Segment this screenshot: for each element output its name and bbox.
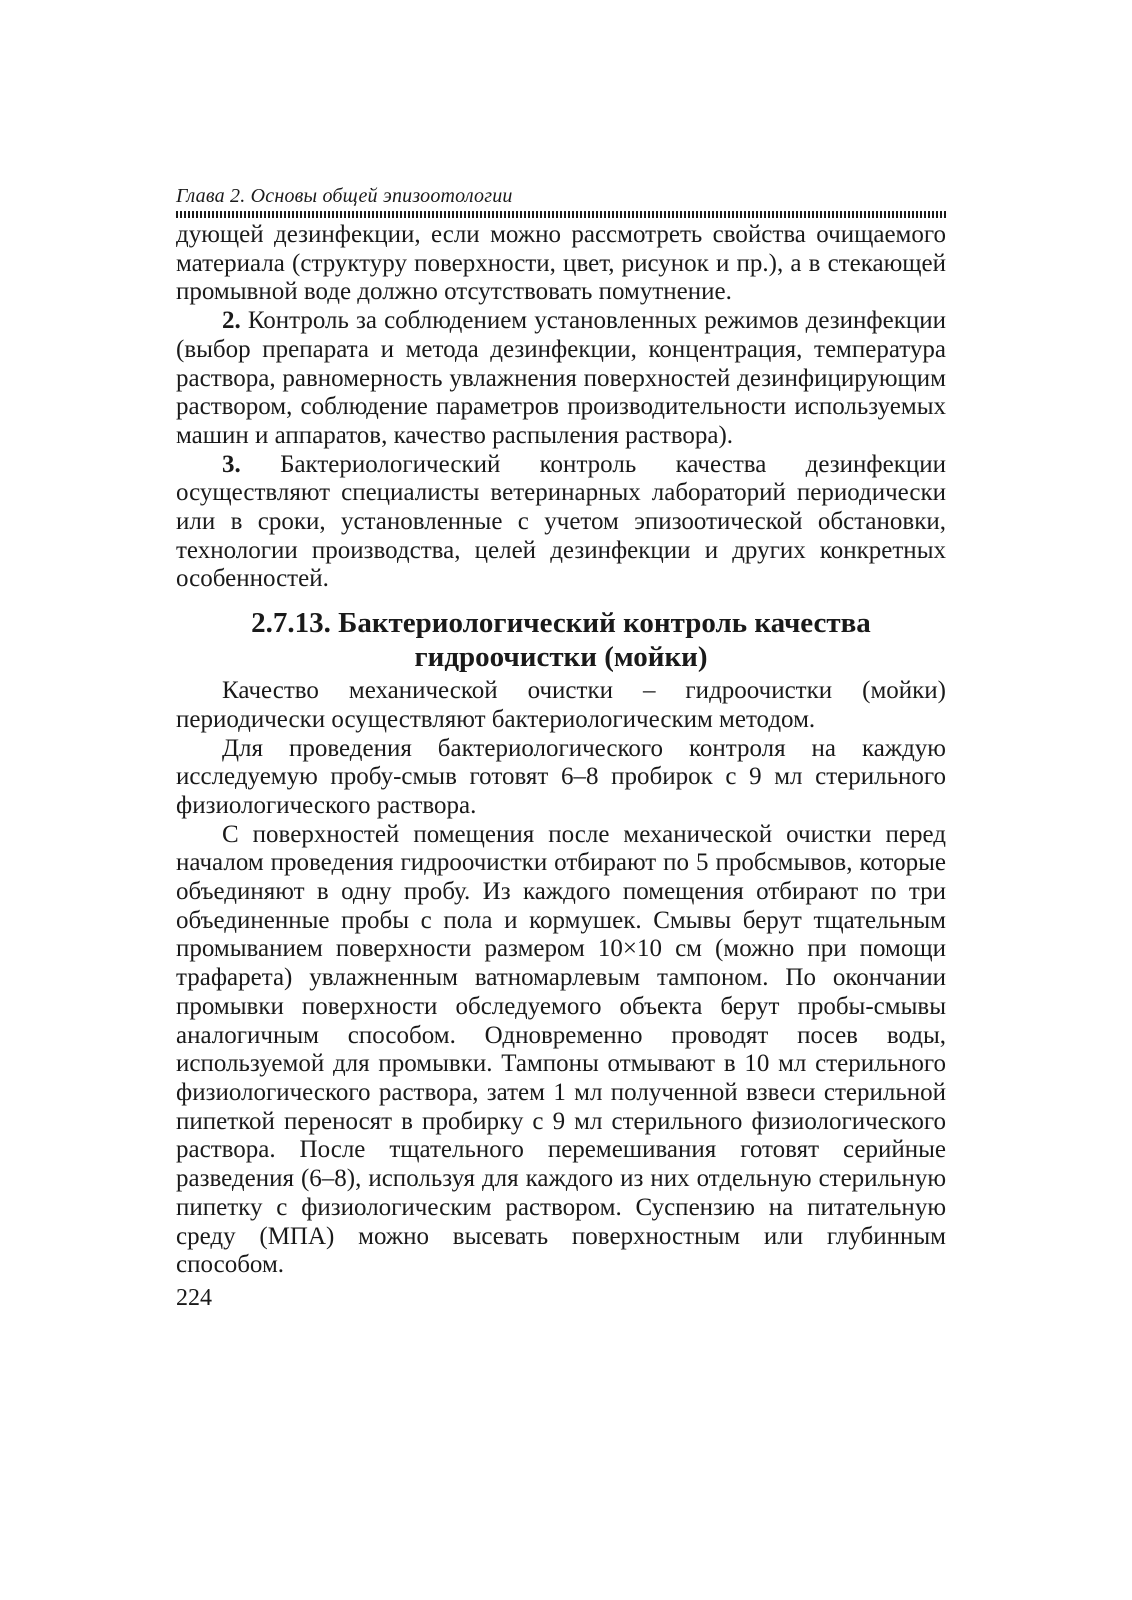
- section-heading-line-1: 2.7.13. Бактериологический контроль качества: [251, 607, 871, 640]
- body-text: [176, 221, 946, 594]
- paragraph-text: Контроль за соблюдением установленных режимов дезинфекции (выбор препарата и метода дезинфекции, концентрация, температура раствора, равномерность увлажнения поверхностей дезинфицирующим раствором, соблюдение параметров производительности используемых машин и аппаратов, качество распыления раствора).: [176, 307, 946, 449]
- paragraph: Для проведения бактериологического контроля на каждую исследуемую пробу-смыв готовят 6–8 пробирок с 9 мл стерильного физиологического раствора.: [176, 734, 946, 819]
- paragraph-item-2: [176, 307, 946, 451]
- running-header: Глава 2. Основы общей эпизоотологии: [176, 185, 513, 207]
- item-number: 2.: [222, 307, 241, 335]
- page-number: 224: [176, 1284, 212, 1311]
- book-page: [176, 184, 946, 1312]
- paragraph-item-3: [176, 451, 946, 595]
- paragraph: Качество механической очистки – гидроочистки (мойки) периодически осуществляют бактериологическим методом.: [176, 677, 946, 733]
- paragraph-continuation: [176, 221, 946, 307]
- paragraph: С поверхностей помещения после механической очистки перед началом проведения гидроочистки отбирают по 5 пробсмывов, которые объединяют в одну пробу. Из каждого помещения отбирают по три объединенные пробы с пола и кормушек. Смывы берут тщательным промыванием поверхности размером 10×10 см (можно при помощи трафарета) увлажненным ватномарлевым тампоном. По окончании промывки поверхности обследуемого объекта берут пробы-смывы аналогичным способом. Одновременно проводят посев воды, используемой для промывки. Тампоны отмывают в 10 мл стерильного физиологического раствора, затем 1 мл полученной взвеси стерильной пипеткой переносят в пробирку с 9 мл стерильного физиологического раствора. После тщательного перемешивания готовят серийные разведения (6–8), используя для каждого из них отдельную стерильную пипетку с физиологическим раствором. Суспензию на питательную среду (МПА) можно высевать поверхностным или глубинным способом.: [176, 820, 946, 1279]
- item-number: 3.: [222, 450, 241, 478]
- paragraph-text: дующей дезинфекции, если можно рассмотреть свойства очищаемого материала (структуру поверхности, цвет, рисунок и пр.), а в стекающей промывной воде должно отсутствовать помутнение.: [176, 221, 946, 306]
- paragraph-text: Бактериологический контроль качества дезинфекции осуществляют специалисты ветеринарных лабораторий периодически или в сроки, установленные с учетом эпизоотической обстановки, технологии производства, целей дезинфекции и других конкретных особенностей.: [176, 450, 946, 593]
- section-heading-line-2: гидроочистки (мойки): [414, 641, 708, 674]
- header-rule: [176, 211, 946, 218]
- section-heading: [176, 606, 946, 674]
- section-body-text: [176, 677, 946, 1280]
